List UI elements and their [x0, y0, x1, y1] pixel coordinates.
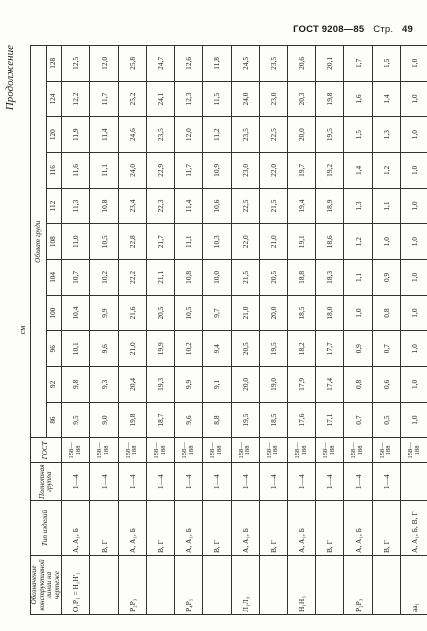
value-cell: 1,0 — [400, 402, 427, 438]
fullness-cell: 1—4 — [90, 463, 118, 501]
value-cell: 0,5 — [372, 402, 400, 438]
designation-cell: aa₁ — [400, 556, 427, 615]
value-cell: 11,1 — [90, 153, 118, 189]
size-header: 128 — [46, 46, 62, 82]
value-cell: 10,8 — [175, 260, 203, 296]
value-cell: 10,7 — [62, 260, 90, 296]
value-cell: 1,0 — [400, 224, 427, 260]
value-cell: 9,0 — [90, 402, 118, 438]
gost-cell: 158—188 — [259, 438, 287, 463]
value-cell: 11,3 — [62, 188, 90, 224]
table-row — [175, 46, 203, 615]
value-cell: 10,8 — [90, 188, 118, 224]
type-cell: А, А₁, Б — [175, 501, 203, 556]
value-cell: 8,8 — [203, 402, 231, 438]
gost-cell: 158—188 — [344, 438, 372, 463]
value-cell: 19,8 — [118, 402, 146, 438]
size-header: 92 — [46, 367, 62, 403]
table-row — [90, 46, 118, 615]
value-cell: 23,5 — [146, 117, 174, 153]
value-cell: 21,1 — [146, 260, 174, 296]
size-header: 112 — [46, 188, 62, 224]
designation-cell — [259, 556, 287, 615]
value-cell: 23,5 — [231, 117, 259, 153]
col-gost: ГОСТ — [31, 438, 62, 463]
value-cell: 1,6 — [344, 81, 372, 117]
gost-cell: 158—188 — [62, 438, 90, 463]
value-cell: 9,4 — [203, 331, 231, 367]
value-cell: 0,8 — [344, 367, 372, 403]
value-cell: 18,9 — [316, 188, 344, 224]
value-cell: 21,5 — [259, 188, 287, 224]
value-cell: 11,4 — [175, 188, 203, 224]
value-cell: 20,4 — [118, 367, 146, 403]
value-cell: 19,5 — [259, 331, 287, 367]
value-cell: 0,6 — [372, 367, 400, 403]
value-cell: 1,1 — [372, 188, 400, 224]
gost-cell: 158—188 — [316, 438, 344, 463]
table-row — [400, 46, 427, 615]
value-cell: 11,7 — [175, 153, 203, 189]
value-cell: 10,1 — [62, 331, 90, 367]
value-cell: 24,0 — [118, 153, 146, 189]
value-cell: 19,4 — [288, 188, 316, 224]
table-row — [259, 46, 287, 615]
type-cell: А, А₁, Б, В, Г — [400, 501, 427, 556]
value-cell: 11,4 — [90, 117, 118, 153]
value-cell: 12,5 — [62, 46, 90, 82]
unit-label: см — [18, 325, 27, 335]
value-cell: 19,7 — [288, 153, 316, 189]
fullness-cell: 1—4 — [372, 463, 400, 501]
type-cell: В, Г — [203, 501, 231, 556]
size-header: 120 — [46, 117, 62, 153]
value-cell: 11,8 — [203, 46, 231, 82]
value-cell: 12,0 — [175, 117, 203, 153]
type-cell: В, Г — [90, 501, 118, 556]
gost-cell: 158—188 — [400, 438, 427, 463]
value-cell: 10,4 — [62, 295, 90, 331]
value-cell: 22,3 — [146, 188, 174, 224]
value-cell: 25,2 — [118, 81, 146, 117]
value-cell: 22,0 — [259, 153, 287, 189]
value-cell: 18,0 — [316, 295, 344, 331]
table-row — [372, 46, 400, 615]
value-cell: 20,3 — [288, 81, 316, 117]
value-cell: 18,2 — [288, 331, 316, 367]
value-cell: 11,6 — [62, 153, 90, 189]
designation-cell: P₄P₅ — [175, 556, 203, 615]
rotated-table-block — [4, 45, 421, 615]
value-cell: 17,1 — [316, 402, 344, 438]
value-cell: 12,6 — [175, 46, 203, 82]
value-cell: 19,5 — [231, 402, 259, 438]
value-cell: 1,7 — [344, 46, 372, 82]
value-cell: 18,3 — [316, 260, 344, 296]
value-cell: 10,2 — [175, 331, 203, 367]
designation-cell: Л₁Л₃ — [231, 556, 259, 615]
value-cell: 20,0 — [288, 117, 316, 153]
size-header: 108 — [46, 224, 62, 260]
value-cell: 1,4 — [344, 153, 372, 189]
type-cell: В, Г — [146, 501, 174, 556]
value-cell: 11,5 — [203, 81, 231, 117]
value-cell: 10,2 — [90, 260, 118, 296]
value-cell: 1,2 — [372, 153, 400, 189]
value-cell: 19,9 — [146, 331, 174, 367]
value-cell: 18,5 — [259, 402, 287, 438]
fullness-cell: 1—4 — [231, 463, 259, 501]
value-cell: 0,9 — [344, 331, 372, 367]
value-cell: 0,9 — [372, 260, 400, 296]
col-type: Тип изделий — [31, 501, 62, 556]
value-cell: 19,1 — [288, 224, 316, 260]
value-cell: 12,2 — [62, 81, 90, 117]
gost-cell: 158—188 — [175, 438, 203, 463]
standard-code: ГОСТ 9208—85 — [293, 24, 365, 35]
value-cell: 11,1 — [175, 224, 203, 260]
type-cell: В, Г — [372, 501, 400, 556]
fullness-cell: 1—4 — [62, 463, 90, 501]
value-cell: 1,3 — [372, 117, 400, 153]
value-cell: 10,5 — [175, 295, 203, 331]
designation-cell: P₂P₃ — [118, 556, 146, 615]
value-cell: 17,6 — [288, 402, 316, 438]
value-cell: 1,0 — [400, 331, 427, 367]
value-cell: 18,6 — [316, 224, 344, 260]
designation-cell: P₂P₃ — [344, 556, 372, 615]
value-cell: 19,3 — [146, 367, 174, 403]
type-cell: В, Г — [259, 501, 287, 556]
value-cell: 20,0 — [259, 295, 287, 331]
value-cell: 9,6 — [175, 402, 203, 438]
value-cell: 23,4 — [118, 188, 146, 224]
value-cell: 10,9 — [203, 153, 231, 189]
value-cell: 10,0 — [203, 260, 231, 296]
value-cell: 21,0 — [231, 295, 259, 331]
page-header — [293, 24, 413, 35]
value-cell: 24,6 — [118, 117, 146, 153]
page-label: Стр. — [373, 24, 394, 35]
value-cell: 10,5 — [90, 224, 118, 260]
gost-cell: 158—188 — [372, 438, 400, 463]
value-cell: 25,8 — [118, 46, 146, 82]
value-cell: 18,5 — [288, 295, 316, 331]
fullness-cell: 1—4 — [146, 463, 174, 501]
value-cell: 1,4 — [372, 81, 400, 117]
fullness-cell: 1—4 — [259, 463, 287, 501]
type-cell: В, Г — [316, 501, 344, 556]
designation-cell — [90, 556, 118, 615]
value-cell: 0,8 — [372, 295, 400, 331]
size-header: 86 — [46, 402, 62, 438]
value-cell: 1,0 — [400, 153, 427, 189]
fullness-cell: 1—4 — [288, 463, 316, 501]
value-cell: 23,0 — [259, 81, 287, 117]
table-row — [118, 46, 146, 615]
value-cell: 24,1 — [146, 81, 174, 117]
table-row — [203, 46, 231, 615]
value-cell: 20,5 — [231, 331, 259, 367]
value-cell: 24,5 — [231, 46, 259, 82]
value-cell: 1,2 — [344, 224, 372, 260]
value-cell: 1,1 — [344, 260, 372, 296]
type-cell: А, А₁, Б — [344, 501, 372, 556]
value-cell: 19,0 — [259, 367, 287, 403]
value-cell: 23,0 — [231, 153, 259, 189]
value-cell: 19,2 — [316, 153, 344, 189]
value-cell: 24,7 — [146, 46, 174, 82]
value-cell: 12,0 — [90, 46, 118, 82]
value-cell: 19,5 — [316, 117, 344, 153]
value-cell: 22,9 — [146, 153, 174, 189]
value-cell: 17,9 — [288, 367, 316, 403]
value-cell: 22,5 — [259, 117, 287, 153]
page-number: 49 — [402, 24, 413, 35]
designation-cell: O₁P₁ = H₁H'₁ — [62, 556, 90, 615]
value-cell: 0,7 — [344, 402, 372, 438]
table-row — [344, 46, 372, 615]
value-cell: 23,5 — [259, 46, 287, 82]
value-cell: 9,1 — [203, 367, 231, 403]
value-cell: 21,5 — [231, 260, 259, 296]
value-cell: 20,0 — [231, 367, 259, 403]
value-cell: 20,1 — [316, 46, 344, 82]
value-cell: 18,8 — [288, 260, 316, 296]
table-row — [316, 46, 344, 615]
type-cell: А, А₁, Б — [288, 501, 316, 556]
designation-cell: H₁H₃ — [288, 556, 316, 615]
gost-cell: 158—188 — [118, 438, 146, 463]
continuation-label: Продолжение — [4, 45, 16, 111]
value-cell: 1,0 — [400, 46, 427, 82]
type-cell: А, А₁, Б — [62, 501, 90, 556]
fullness-cell: 1—4 — [316, 463, 344, 501]
value-cell: 17,4 — [316, 367, 344, 403]
value-cell: 1,5 — [372, 46, 400, 82]
designation-cell — [146, 556, 174, 615]
value-cell: 9,3 — [90, 367, 118, 403]
designation-cell — [372, 556, 400, 615]
value-cell: 20,5 — [146, 295, 174, 331]
value-cell: 22,2 — [118, 260, 146, 296]
value-cell: 18,7 — [146, 402, 174, 438]
size-header: 100 — [46, 295, 62, 331]
value-cell: 21,6 — [118, 295, 146, 331]
value-cell: 1,0 — [344, 295, 372, 331]
value-cell: 11,0 — [62, 224, 90, 260]
value-cell: 17,7 — [316, 331, 344, 367]
designation-cell — [316, 556, 344, 615]
value-cell: 22,0 — [231, 224, 259, 260]
table-row — [231, 46, 259, 615]
value-cell: 10,3 — [203, 224, 231, 260]
value-cell: 1,0 — [372, 224, 400, 260]
value-cell: 1,0 — [400, 260, 427, 296]
value-cell: 9,9 — [175, 367, 203, 403]
value-cell: 1,0 — [400, 117, 427, 153]
value-cell: 1,3 — [344, 188, 372, 224]
type-cell: А, А₁, Б — [118, 501, 146, 556]
value-cell: 20,6 — [288, 46, 316, 82]
gost-cell: 158—188 — [146, 438, 174, 463]
value-cell: 1,0 — [400, 188, 427, 224]
value-cell: 21,0 — [118, 331, 146, 367]
gost-cell: 158—188 — [203, 438, 231, 463]
table-row — [288, 46, 316, 615]
value-cell: 12,3 — [175, 81, 203, 117]
value-cell: 24,0 — [231, 81, 259, 117]
value-cell: 9,9 — [90, 295, 118, 331]
gost-cell: 158—188 — [288, 438, 316, 463]
value-cell: 9,8 — [62, 367, 90, 403]
size-header: 116 — [46, 153, 62, 189]
table-row — [62, 46, 90, 615]
size-header: 104 — [46, 260, 62, 296]
value-cell: 9,6 — [90, 331, 118, 367]
value-cell: 21,0 — [259, 224, 287, 260]
value-cell: 22,5 — [231, 188, 259, 224]
size-header: 124 — [46, 81, 62, 117]
size-header: 96 — [46, 331, 62, 367]
fullness-cell: 1—4 — [118, 463, 146, 501]
fullness-cell: 1—4 — [344, 463, 372, 501]
size-table — [30, 45, 427, 615]
fullness-cell: 1—4 — [175, 463, 203, 501]
type-cell: А, А₁, Б — [231, 501, 259, 556]
value-cell: 0,7 — [372, 331, 400, 367]
col-fullness: Полнотная группа — [31, 463, 62, 501]
value-cell: 11,9 — [62, 117, 90, 153]
value-cell: 11,2 — [203, 117, 231, 153]
value-cell: 1,0 — [400, 367, 427, 403]
value-cell: 20,5 — [259, 260, 287, 296]
value-cell: 11,7 — [90, 81, 118, 117]
col-designation: Обозначение конструктивной линии на чертеже — [31, 556, 62, 615]
table-row — [146, 46, 174, 615]
value-cell: 1,5 — [344, 117, 372, 153]
value-cell: 9,5 — [62, 402, 90, 438]
designation-cell — [203, 556, 231, 615]
gost-cell: 158—188 — [231, 438, 259, 463]
value-cell: 22,8 — [118, 224, 146, 260]
fullness-cell: 1—4 — [203, 463, 231, 501]
value-cell: 1,0 — [400, 295, 427, 331]
fullness-cell — [400, 463, 427, 501]
gost-cell: 158—188 — [90, 438, 118, 463]
value-cell: 1,0 — [400, 81, 427, 117]
value-cell: 21,7 — [146, 224, 174, 260]
col-chest: Обхват груди — [31, 46, 47, 438]
value-cell: 10,6 — [203, 188, 231, 224]
value-cell: 9,7 — [203, 295, 231, 331]
value-cell: 19,8 — [316, 81, 344, 117]
